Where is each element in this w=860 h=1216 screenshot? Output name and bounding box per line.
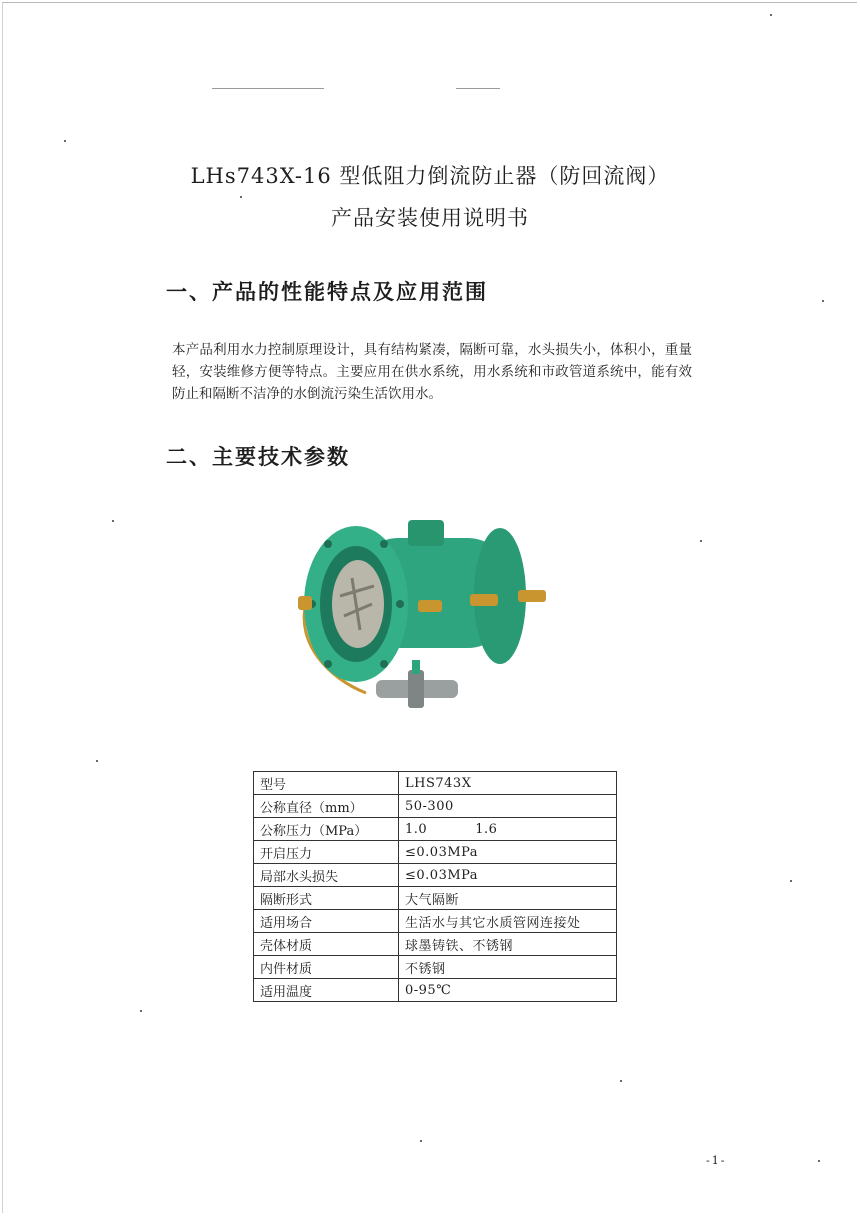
spec-value	[399, 818, 617, 841]
valve-product-photo	[288, 508, 560, 718]
table-row	[254, 956, 617, 979]
brass-fitting	[470, 594, 498, 606]
spec-label: 壳体材质	[254, 933, 399, 956]
spec-label: 公称直径（mm）	[254, 795, 399, 818]
scan-speck	[240, 196, 242, 198]
spec-table	[253, 771, 617, 1002]
bolt-hole	[324, 540, 332, 548]
table-row	[254, 841, 617, 864]
brass-fitting	[418, 600, 442, 612]
scan-speck	[96, 760, 98, 762]
spec-label: 适用场合	[254, 910, 399, 933]
spec-value-primary: 1.0	[405, 821, 428, 837]
brass-fitting	[298, 596, 312, 610]
spec-value: LHS743X	[399, 772, 617, 795]
bolt-hole	[380, 540, 388, 548]
bolt-hole	[380, 660, 388, 668]
bolt-hole	[396, 600, 404, 608]
spec-value: ≤0.03MPa	[399, 841, 617, 864]
section-body-features: 本产品利用水力控制原理设计，具有结构紧凑，隔断可靠，水头损失小，体积小，重量轻，安装维修方便等特点。主要应用在供水系统，用水系统和市政管道系统中，能有效防止和隔断不洁净的水倒流污染生活饮用水。	[172, 342, 692, 402]
spec-value: 球墨铸铁、不锈钢	[399, 933, 617, 956]
table-row	[254, 864, 617, 887]
spec-label: 隔断形式	[254, 887, 399, 910]
spec-label: 内件材质	[254, 956, 399, 979]
scan-speck	[620, 1080, 622, 1082]
spec-value: 不锈钢	[399, 956, 617, 979]
spec-label: 开启压力	[254, 841, 399, 864]
section-heading-specs: 二、主要技术参数	[166, 444, 350, 469]
spec-label: 公称压力（MPa）	[254, 818, 399, 841]
table-row	[254, 887, 617, 910]
spec-value: 生活水与其它水质管网连接处	[399, 910, 617, 933]
spec-value: 0-95℃	[399, 979, 617, 1002]
scan-line	[212, 88, 324, 89]
scan-speck	[770, 14, 772, 16]
bolt-hole	[324, 660, 332, 668]
scan-speck	[420, 1140, 422, 1142]
brass-fitting	[518, 590, 546, 602]
scan-line	[456, 88, 500, 89]
spec-value: ≤0.03MPa	[399, 864, 617, 887]
table-row	[254, 910, 617, 933]
valve-top-boss	[408, 520, 444, 546]
scan-speck	[700, 540, 702, 542]
table-row	[254, 772, 617, 795]
document-subtitle: 产品安装使用说明书	[331, 206, 529, 230]
relief-connector	[412, 660, 420, 674]
scan-speck	[818, 1160, 820, 1162]
scan-speck	[790, 880, 792, 882]
table-row	[254, 795, 617, 818]
table-row	[254, 933, 617, 956]
spec-value: 50-300	[399, 795, 617, 818]
spec-label: 局部水头损失	[254, 864, 399, 887]
table-row	[254, 818, 617, 841]
scan-speck	[822, 300, 824, 302]
relief-valve-body	[408, 670, 424, 708]
valve-disc	[332, 560, 384, 648]
document-title: LHs743X-16 型低阻力倒流防止器（防回流阀）	[190, 164, 670, 188]
section-heading-features: 一、产品的性能特点及应用范围	[166, 279, 488, 304]
page-number: -1-	[706, 1154, 727, 1167]
scan-speck	[64, 140, 66, 142]
scan-speck	[140, 1010, 142, 1012]
spec-value-secondary: 1.6	[475, 821, 498, 837]
scan-speck	[112, 520, 114, 522]
spec-value: 大气隔断	[399, 887, 617, 910]
table-row	[254, 979, 617, 1002]
spec-label: 型号	[254, 772, 399, 795]
spec-label: 适用温度	[254, 979, 399, 1002]
